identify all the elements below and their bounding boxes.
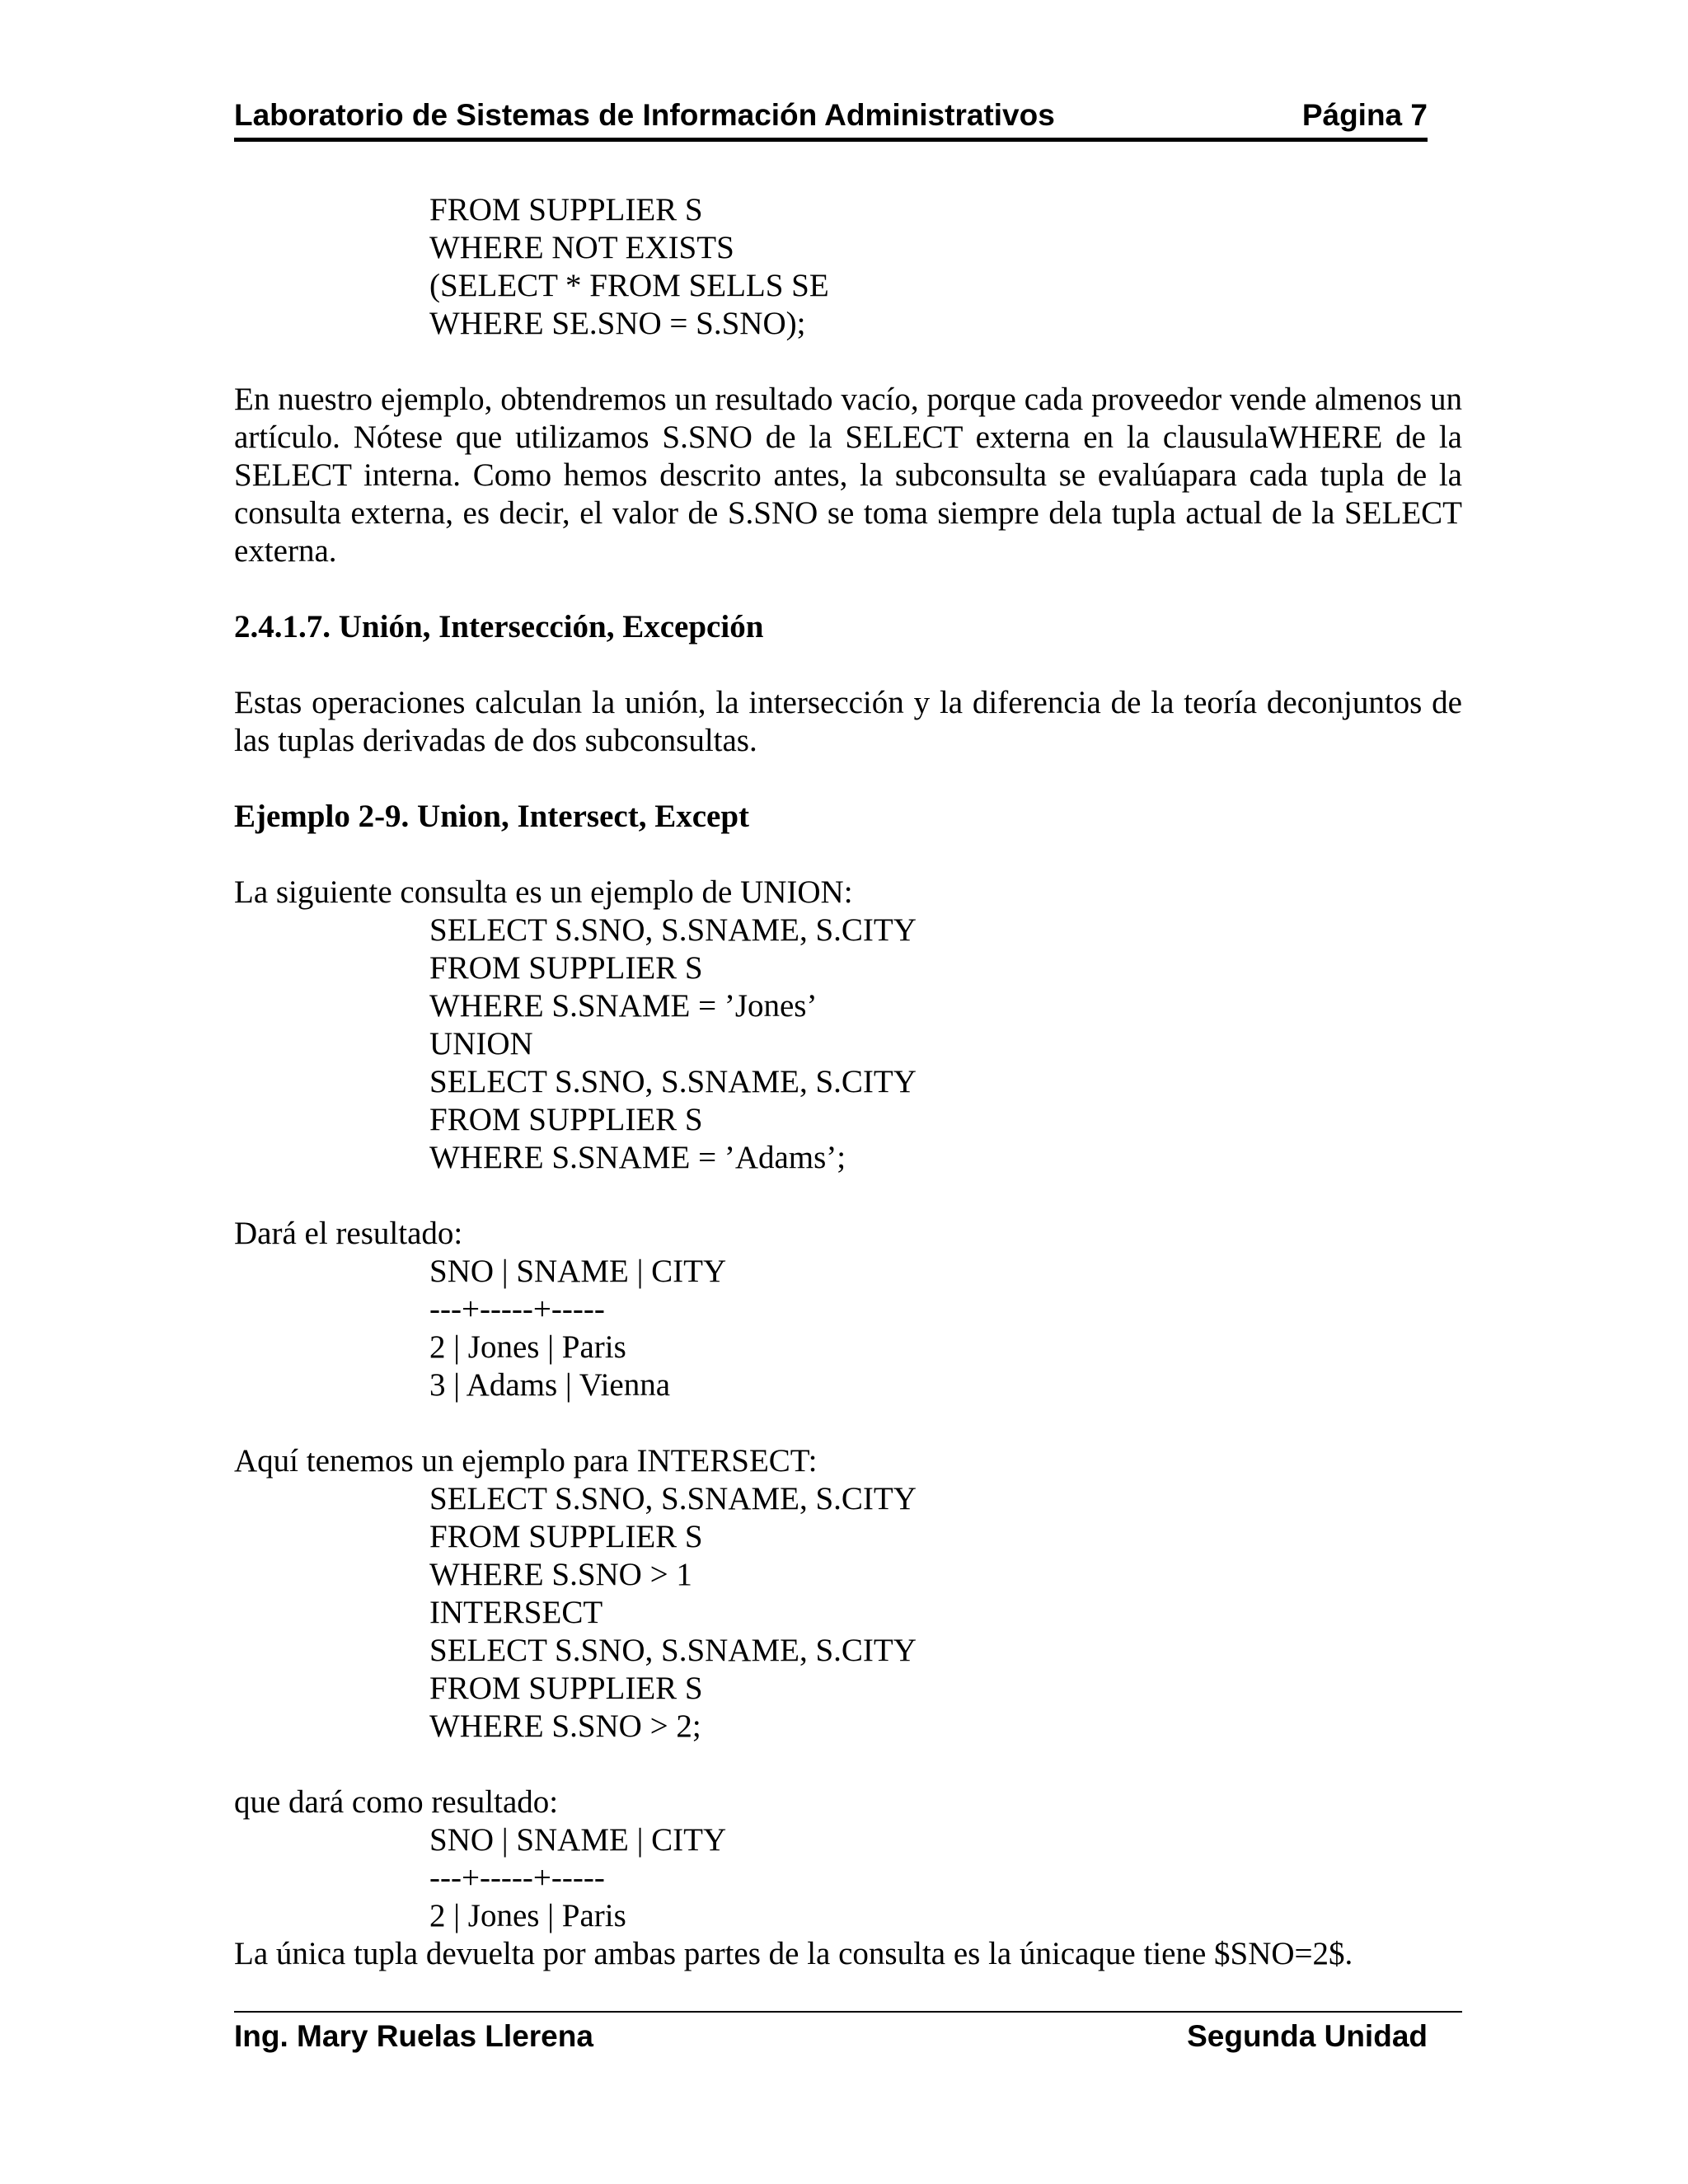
code-line: WHERE S.SNAME = ’Adams’; [429, 1140, 846, 1175]
code-line: (SELECT * FROM SELLS SE [429, 268, 829, 303]
code-line: WHERE S.SNAME = ’Jones’ [429, 988, 818, 1024]
code-line: SELECT S.SNO, S.SNAME, S.CITY [429, 1633, 917, 1668]
page-header [234, 96, 1428, 142]
code-line: FROM SUPPLIER S [429, 1671, 703, 1706]
code-line: FROM SUPPLIER S [429, 1519, 703, 1554]
code-line: SELECT S.SNO, S.SNAME, S.CITY [429, 1481, 917, 1516]
footer-author: Ing. Mary Ruelas Llerena [234, 2019, 593, 2053]
code-line: SELECT S.SNO, S.SNAME, S.CITY [429, 1064, 917, 1099]
intersect-intro: Aquí tenemos un ejemplo para INTERSECT: [234, 1443, 818, 1479]
header-page-number: Página 7 [1301, 98, 1428, 132]
code-line: FROM SUPPLIER S [429, 192, 703, 227]
result-line: 3 | Adams | Vienna [429, 1367, 671, 1403]
document-body [234, 191, 1462, 1973]
section-heading: 2.4.1.7. Unión, Intersección, Excepción [234, 609, 764, 644]
result-line: ---+-----+----- [429, 1291, 605, 1327]
example-heading: Ejemplo 2-9. Union, Intersect, Except [234, 799, 750, 834]
header-title: Laboratorio de Sistemas de Información Administrativos [234, 98, 1055, 132]
result-line: SNO | SNAME | CITY [429, 1254, 727, 1289]
code-block-top [234, 191, 1462, 343]
closing-sentence: La única tupla devuelta por ambas partes de la consulta es la únicaque tiene $SNO=2$. [234, 1936, 1353, 1971]
code-line: INTERSECT [429, 1595, 603, 1630]
code-block-intersect [234, 1480, 1462, 1746]
code-line: WHERE S.SNO > 2; [429, 1708, 701, 1744]
code-block-union [234, 912, 1462, 1177]
result-line: ---+-----+----- [429, 1860, 605, 1896]
code-line: WHERE S.SNO > 1 [429, 1557, 692, 1592]
union-intro: La siguiente consulta es un ejemplo de UNION: [234, 874, 853, 910]
code-line: UNION [429, 1026, 533, 1062]
result-block-intersect [234, 1821, 1462, 1935]
intersect-result-intro: que dará como resultado: [234, 1784, 559, 1820]
result-line: SNO | SNAME | CITY [429, 1822, 727, 1858]
footer-unit: Segunda Unidad [1187, 2019, 1428, 2053]
paragraph-explanation: En nuestro ejemplo, obtendremos un resultado vacío, porque cada proveedor vende almenos un artículo. Nótese que utilizamos S.SNO de la SELECT externa en la clausulaWHERE de la SELECT interna. Como hemos descrito antes, la subconsulta se evalúapara cada tupla de la consulta externa, es decir, el valor de S.SNO se toma siempre dela tupla actual de la SELECT externa. [234, 382, 1462, 569]
page-footer [234, 2011, 1462, 2055]
result-block-union [234, 1253, 1462, 1404]
union-result-intro: Dará el resultado: [234, 1216, 463, 1251]
paragraph-operations: Estas operaciones calculan la unión, la intersección y la diferencia de la teoría deconjuntos de las tuplas derivadas de dos subconsultas. [234, 685, 1462, 758]
code-line: FROM SUPPLIER S [429, 950, 703, 986]
result-line: 2 | Jones | Paris [429, 1329, 626, 1365]
result-line: 2 | Jones | Paris [429, 1898, 626, 1933]
code-line: SELECT S.SNO, S.SNAME, S.CITY [429, 912, 917, 948]
code-line: FROM SUPPLIER S [429, 1102, 703, 1137]
code-line: WHERE NOT EXISTS [429, 230, 734, 265]
code-line: WHERE SE.SNO = S.SNO); [429, 306, 806, 341]
